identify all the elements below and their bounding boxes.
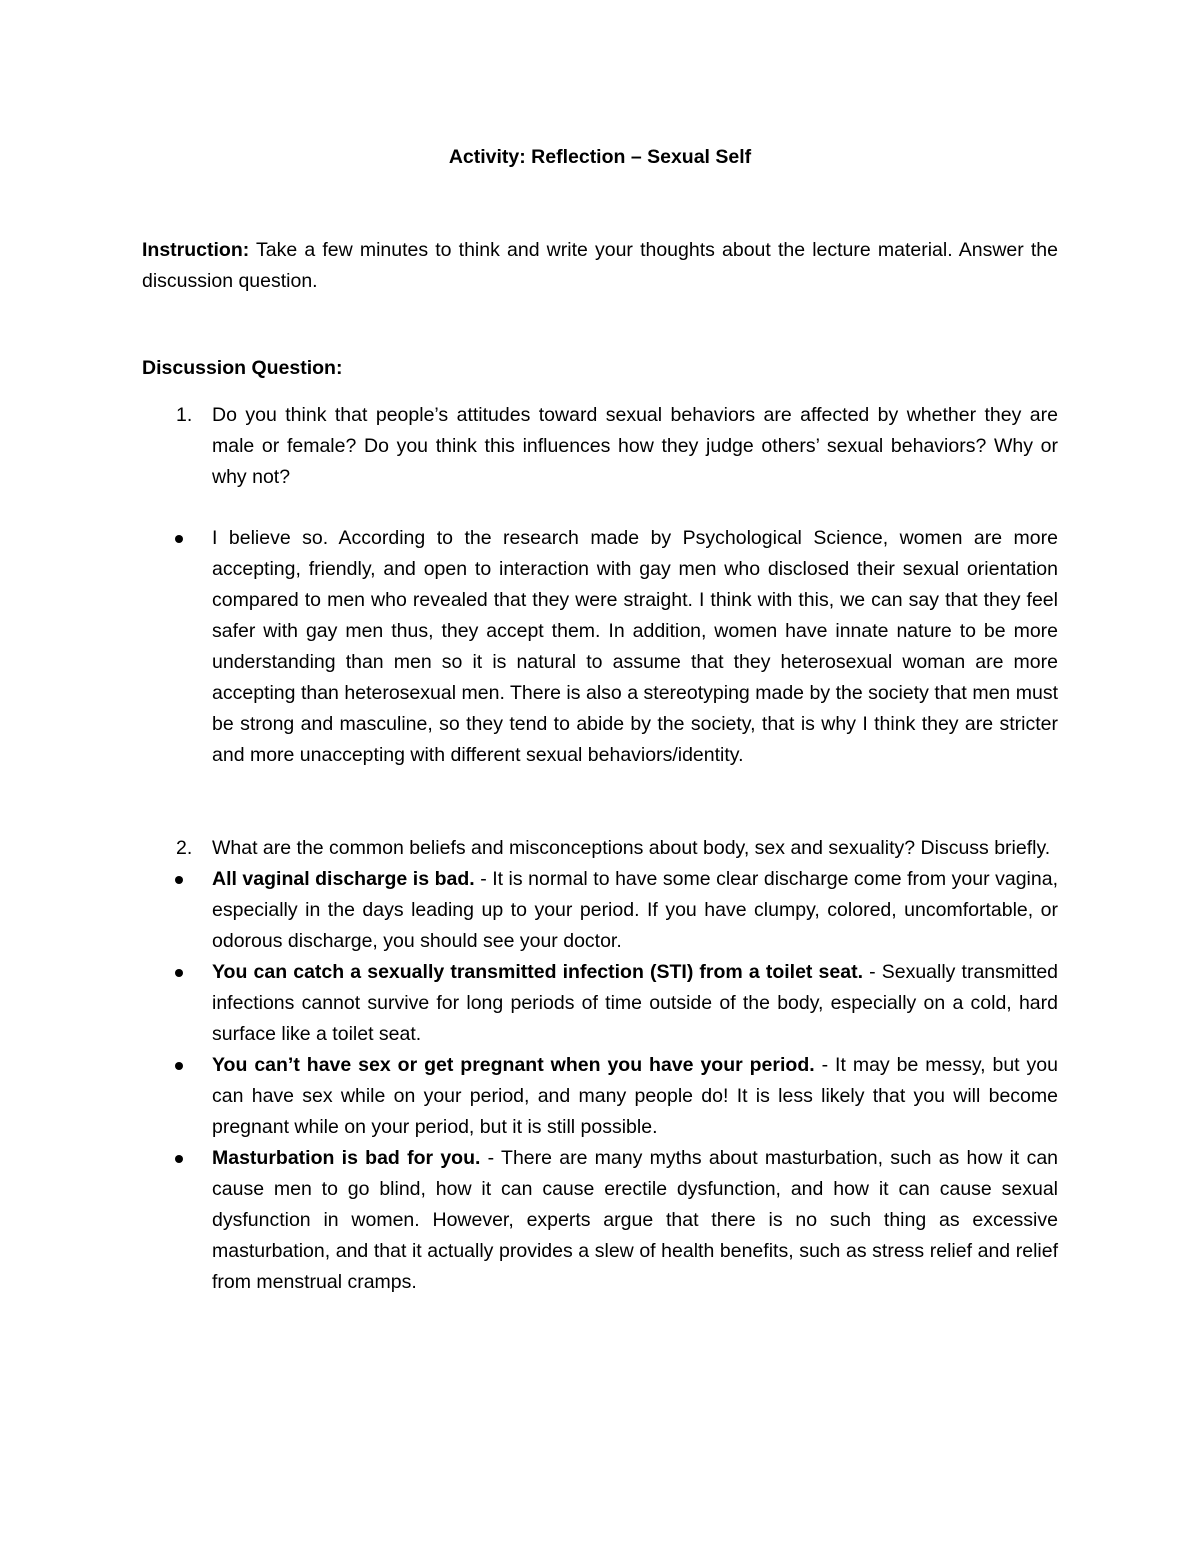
instruction-paragraph xyxy=(142,235,1058,297)
misconception-text: - There are many myths about masturbation, such as how it can cause men to go blind, how it can cause erectile dysfunction, and how it can cause sexual dysfunction in women. However, experts argue that there is no such thing as excessive masturbation, and that it actually provides a slew of health benefits, such as stress relief and relief from menstrual cramps. xyxy=(212,1147,1059,1293)
misconception-title: You can’t have sex or get pregnant when you have your period. xyxy=(212,1054,815,1076)
misconception-item xyxy=(142,864,1058,957)
bullet-icon xyxy=(175,876,183,884)
misconception-text: - Sexually transmitted infections cannot survive for long periods of time outside of the body, especially on a cold, hard surface like a toilet seat. xyxy=(212,961,1059,1045)
instruction-text: Take a few minutes to think and write your thoughts about the lecture material. Answer the discussion question. xyxy=(142,239,1058,292)
answer-text: I believe so. According to the research made by Psychological Science, women are more accepting, friendly, and open to interaction with gay men who disclosed their sexual orientation compared to men who revealed that they were straight. I think with this, we can say that they feel safer with gay men thus, they accept them. In addition, women have innate nature to be more understanding than men so it is natural to assume that they heterosexual woman are more accepting than heterosexual men. There is also a stereotyping made by the society that men must be strong and masculine, so they tend to abide by the society, that is why I think they are stricter and more unaccepting with different sexual behaviors/identity. xyxy=(212,527,1058,766)
misconception-text: - It is normal to have some clear discharge come from your vagina, especially in the days leading up to your period. If you have clumpy, colored, uncomfortable, or odorous discharge, you should see your doctor. xyxy=(212,868,1058,952)
misconception-item xyxy=(142,1143,1058,1298)
misconception-title: You can catch a sexually transmitted infection (STI) from a toilet seat. xyxy=(212,961,863,983)
page-title: Activity: Reflection – Sexual Self xyxy=(448,146,752,168)
bullet-icon xyxy=(175,969,183,977)
question-number: 2. xyxy=(176,837,193,859)
question-1 xyxy=(142,400,1058,493)
misconception-title: Masturbation is bad for you. xyxy=(212,1147,481,1169)
bullet-icon xyxy=(175,1155,183,1163)
question-text: Do you think that people’s attitudes toward sexual behaviors are affected by whether they are male or female? Do you think this influences how they judge others’ sexual behaviors? Why or why not? xyxy=(212,404,1058,488)
instruction-label: Instruction: xyxy=(142,239,250,261)
misconception-item xyxy=(142,1050,1058,1143)
misconception-text: - It may be messy, but you can have sex while on your period, and many people do! It is less likely that you will become pregnant while on your period, but it is still possible. xyxy=(212,1054,1058,1138)
question-2 xyxy=(142,833,1058,864)
question-number: 1. xyxy=(176,404,193,426)
answer-1-bullet xyxy=(142,523,1058,771)
document-page xyxy=(142,140,1058,1298)
misconception-item xyxy=(142,957,1058,1050)
misconception-title: All vaginal discharge is bad. xyxy=(212,868,475,890)
question-text: What are the common beliefs and misconceptions about body, sex and sexuality? Discuss briefly. xyxy=(212,837,1051,859)
bullet-icon xyxy=(175,1062,183,1070)
discussion-heading: Discussion Question: xyxy=(142,357,343,379)
bullet-icon xyxy=(175,535,183,543)
